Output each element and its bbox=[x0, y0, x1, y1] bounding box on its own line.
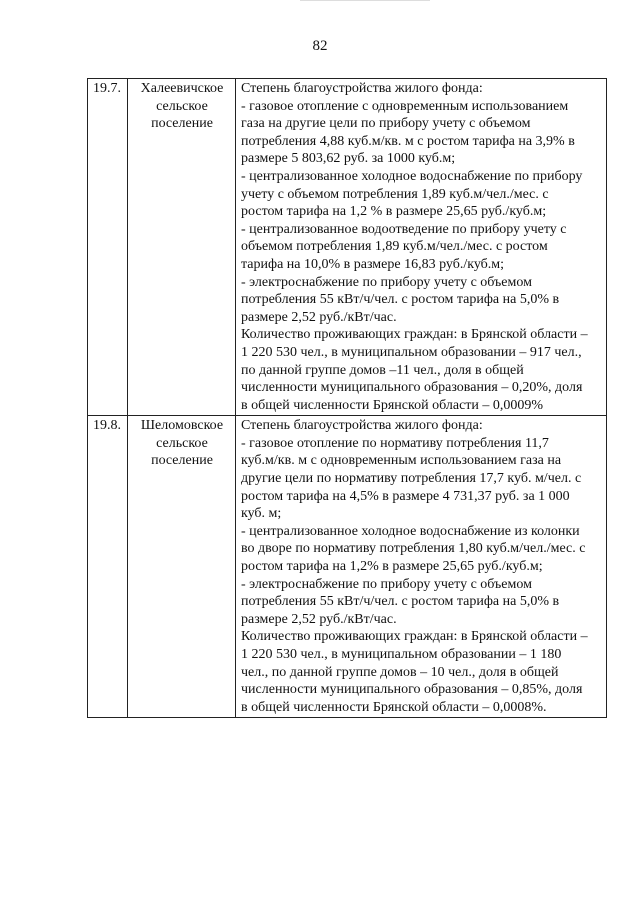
row-number-cell: 19.7. bbox=[88, 79, 128, 416]
description-line: 1 220 530 чел., в муниципальном образовании – 1 180 bbox=[241, 647, 562, 662]
description-line: размере 2,52 руб./кВт/час. bbox=[241, 611, 397, 627]
description-line: размере 2,52 руб./кВт/час. bbox=[241, 309, 397, 325]
settlement-name-line: сельское bbox=[156, 435, 208, 451]
settlement-name-cell bbox=[128, 416, 236, 718]
description-line: Количество проживающих граждан: в Брянской области – bbox=[241, 629, 588, 645]
description-line: в общей численности Брянской области – 0,0009% bbox=[241, 397, 544, 413]
description-line: численности муниципального образования – 0,85%, доля bbox=[241, 682, 583, 698]
scan-edge-line bbox=[300, 0, 430, 1]
settlement-name-line: поселение bbox=[151, 453, 213, 469]
description-line: - централизованное холодное водоснабжение из колонки bbox=[241, 523, 580, 539]
description-line: объемом потребления 1,89 куб.м/чел./мес. с ростом bbox=[241, 239, 548, 255]
page-number: 82 bbox=[312, 38, 328, 54]
description-line: потребления 55 кВт/ч/чел. с ростом тарифа на 5,0% в bbox=[241, 594, 560, 610]
description-line: тарифа на 10,0% в размере 16,83 руб./куб.м; bbox=[241, 256, 505, 272]
settlement-name-line: поселение bbox=[151, 116, 213, 132]
description-line: - централизованное холодное водоснабжение по прибору bbox=[241, 168, 583, 184]
description-line: во дворе по нормативу потребления 1,80 куб.м/чел./мес. с bbox=[241, 541, 586, 557]
description-line: 1 220 530 чел., в муниципальном образовании – 917 чел., bbox=[241, 344, 582, 360]
description-line: чел., по данной группе домов – 10 чел., доля в общей bbox=[241, 664, 559, 680]
settlement-table bbox=[87, 78, 607, 718]
description-line: численности муниципального образования – 0,20%, доля bbox=[241, 380, 583, 396]
description-line: куб.м/кв. м с одновременным использованием газа на bbox=[241, 453, 562, 469]
description-line: учету с объемом потребления 1,89 куб.м/чел./мес. с bbox=[241, 186, 549, 202]
description-line: - газовое отопление с одновременным использованием bbox=[241, 98, 569, 114]
description-line: размере 5 803,62 руб. за 1000 куб.м; bbox=[241, 151, 456, 167]
description-line: потребления 4,88 куб.м/кв. м с ростом тарифа на 3,9% в bbox=[241, 133, 575, 149]
description-line: - централизованное водоотведение по прибору учету с bbox=[241, 221, 567, 237]
settlement-name-line: сельское bbox=[156, 98, 208, 114]
description-line: потребления 55 кВт/ч/чел. с ростом тарифа на 5,0% в bbox=[241, 292, 560, 308]
description-line: по данной группе домов –11 чел., доля в общей bbox=[241, 362, 524, 378]
settlement-name-line: Халеевичское bbox=[140, 81, 224, 96]
description-line: в общей численности Брянской области – 0,0008%. bbox=[241, 699, 547, 715]
description-line: другие цели по нормативу потребления 17,7 куб. м/чел. с bbox=[241, 471, 582, 487]
description-line: - газовое отопление по нормативу потребления 11,7 bbox=[241, 435, 549, 451]
description-line: куб. м; bbox=[241, 506, 282, 522]
settlement-name-cell bbox=[128, 79, 236, 416]
description-line: Степень благоустройства жилого фонда: bbox=[241, 418, 483, 434]
description-line: Степень благоустройства жилого фонда: bbox=[241, 81, 483, 96]
table-row bbox=[88, 416, 607, 718]
table-row bbox=[88, 79, 607, 416]
description-cell bbox=[236, 79, 607, 416]
settlement-name-line: Шеломовское bbox=[140, 418, 224, 434]
description-line: - электроснабжение по прибору учету с объемом bbox=[241, 274, 532, 290]
description-line: - электроснабжение по прибору учету с объемом bbox=[241, 576, 532, 592]
row-number-cell: 19.8. bbox=[88, 416, 128, 718]
description-line: ростом тарифа на 4,5% в размере 4 731,37 руб. за 1 000 bbox=[241, 488, 570, 504]
description-line: ростом тарифа на 1,2% в размере 25,65 руб./куб.м; bbox=[241, 559, 543, 575]
description-line: газа на другие цели по прибору учету с объемом bbox=[241, 116, 531, 132]
description-line: ростом тарифа на 1,2 % в размере 25,65 руб./куб.м; bbox=[241, 204, 547, 220]
description-line: Количество проживающих граждан: в Брянской области – bbox=[241, 327, 588, 343]
description-cell bbox=[236, 416, 607, 718]
